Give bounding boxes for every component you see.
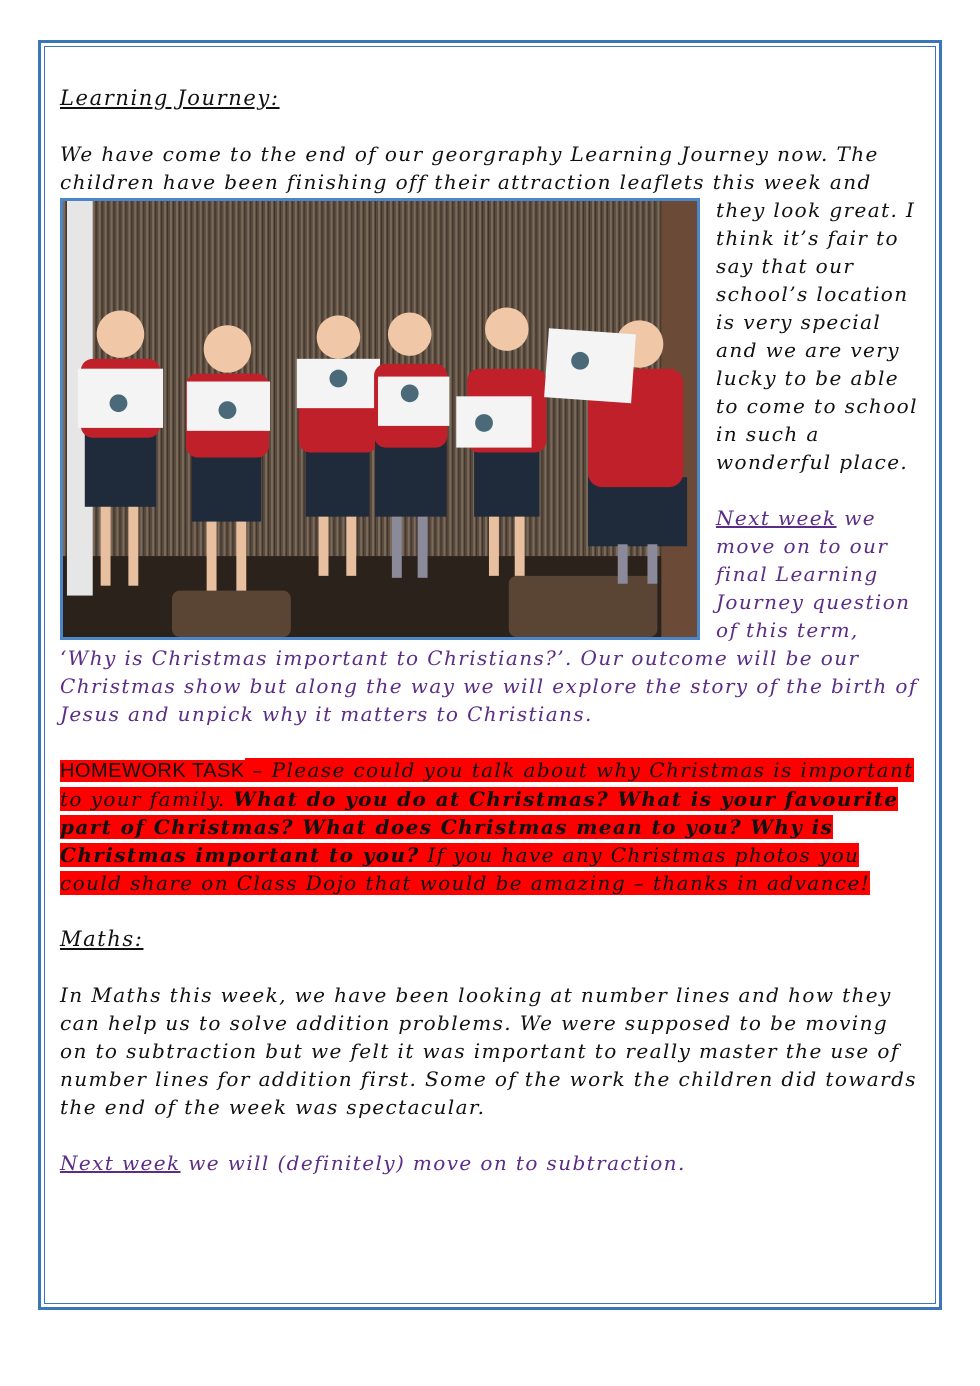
class-photo-image xyxy=(63,201,697,637)
newsletter-content xyxy=(60,84,922,1177)
maths-next-week-description: we will (definitely) move on to subtraction. xyxy=(180,1151,686,1175)
maths-heading: Maths: xyxy=(60,927,144,951)
maths-text: In Maths this week, we have been looking at number lines and how they can help us to solve addition problems. We were supposed to be moving on to subtraction but we felt it was important to really master the use of number lines for addition first. Some of the work the children did towards the end of the week was spectacular. xyxy=(60,983,917,1119)
learning-intro-text: We have come to the end of our georgraphy Learning Journey now. The children have been finishing off their attraction leaflets this week and xyxy=(60,142,879,194)
homework-closing: If you have any Christmas photos you could share on Class Dojo that would be amazing – thanks in advance! xyxy=(60,843,871,895)
class-photo xyxy=(60,198,700,640)
homework-intro: – Please could you talk about why Christmas is important to your family. xyxy=(60,758,914,811)
spacer xyxy=(60,728,922,756)
next-week-description: we move on to our final Learning Journey question of this term, ‘Why is Christmas important to Christians?’. Our outcome will be our Christmas show but along the way we will explore the story of the birth of Jesus and unpick why it matters to Christians. xyxy=(60,506,918,726)
spacer xyxy=(60,897,922,925)
homework-questions: What do you do at Christmas? What is your favourite part of Christmas? What does Christmas mean to you? Why is Christmas important to you? xyxy=(60,787,899,867)
maths-next-week-link[interactable]: Next week xyxy=(60,1151,181,1175)
next-week-link[interactable]: Next week xyxy=(716,506,837,530)
learning-photo-caption-text: they look great. I think it’s fair to say that our school’s location is very special and we are very lucky to be able to come to school in such a wonderful place. xyxy=(716,198,918,474)
homework-label: HOMEWORK TASK xyxy=(60,760,245,782)
spacer xyxy=(60,1121,922,1149)
maths-next-week-text xyxy=(60,1149,922,1177)
learning-journey-heading: Learning Journey: xyxy=(60,86,280,110)
homework-task xyxy=(60,756,922,897)
